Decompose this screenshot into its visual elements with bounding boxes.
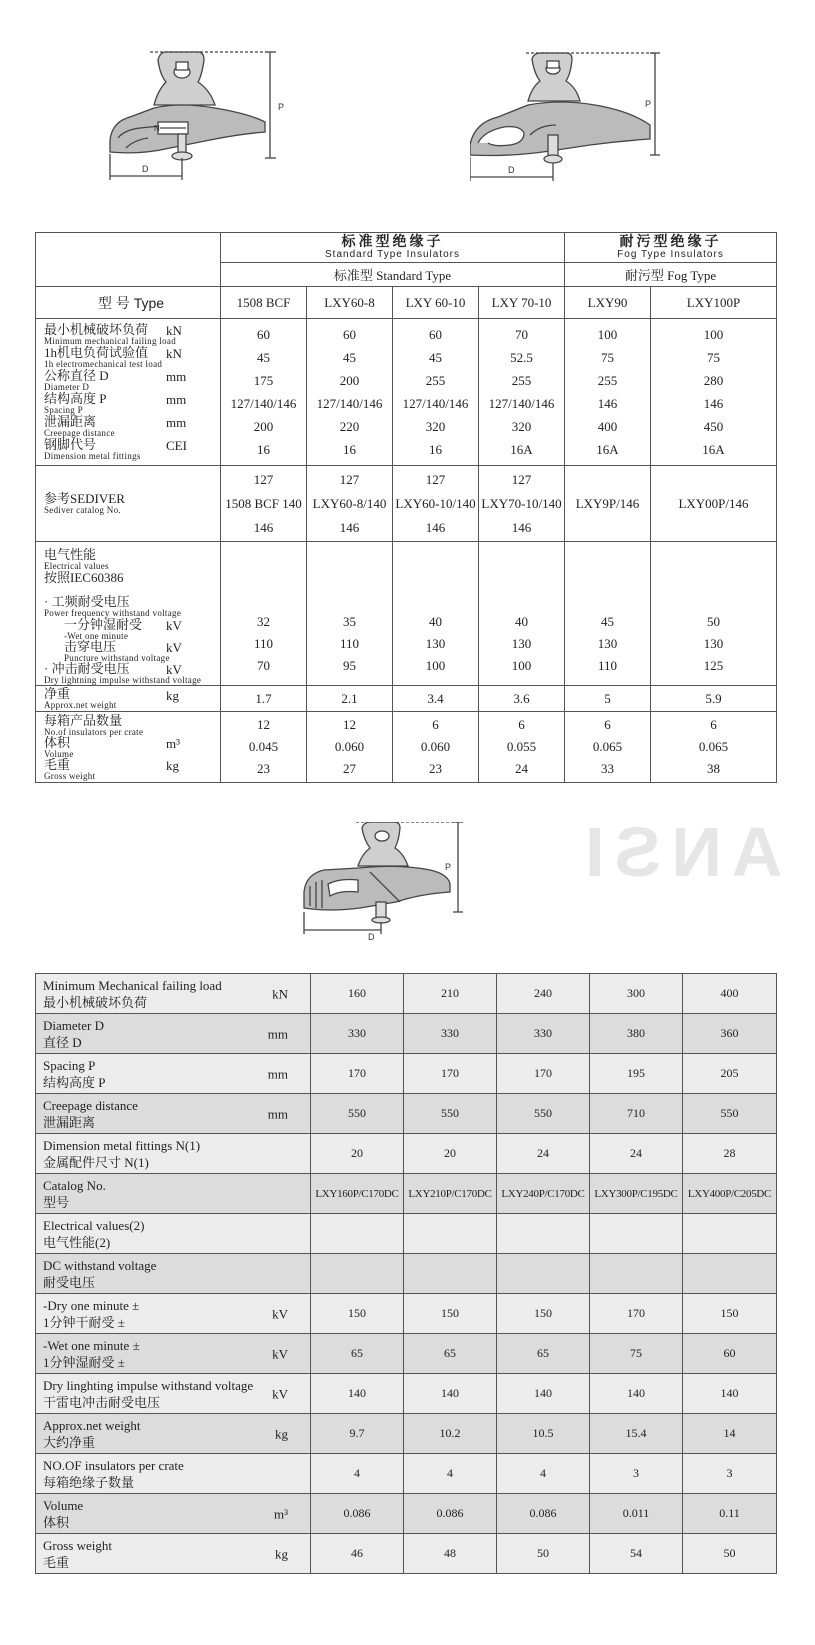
crate-value: 23	[429, 761, 442, 776]
table-row	[36, 1254, 777, 1294]
spec-value: 16	[429, 442, 442, 457]
crate-rows	[36, 712, 777, 783]
value-cell: 550	[404, 1094, 497, 1134]
spec-value: 220	[339, 419, 360, 434]
standard-insulator-drawing	[100, 30, 300, 185]
spec-value: 175	[253, 373, 274, 388]
net-weight-cell: 2.1	[307, 686, 393, 712]
value-cell: 300	[590, 974, 683, 1014]
fog-type-subheader: 耐污型 Fog Type	[565, 263, 777, 287]
electrical-column	[651, 542, 777, 686]
value-cell: 330	[311, 1014, 404, 1054]
unit-label: mm	[267, 1026, 288, 1041]
electrical-row-label: 一分钟湿耐受 -Wet one minute kV	[64, 617, 182, 641]
type-label: 型 号 Type	[36, 287, 221, 319]
value-cell: 75	[590, 1334, 683, 1374]
value-cell: 195	[590, 1054, 683, 1094]
table-row	[36, 1494, 777, 1534]
value-cell: 550	[683, 1094, 777, 1134]
value-cell: 20	[404, 1134, 497, 1174]
electrical-value: 100	[425, 658, 446, 673]
unit-label: kN	[272, 986, 288, 1001]
spec-value: 146	[597, 396, 618, 411]
net-weight-row	[36, 686, 777, 712]
spec-value: 255	[425, 373, 446, 388]
spec-row-label: 公称直径 D Diameter D mm	[44, 368, 187, 392]
value-cell: 4	[311, 1454, 404, 1494]
value-cell: 24	[497, 1134, 590, 1174]
watermark: ANSI	[575, 813, 783, 891]
table-row	[36, 1334, 777, 1374]
spec-value: 60	[257, 327, 270, 342]
value-cell: 3	[683, 1454, 777, 1494]
dimension-d-label: D	[368, 932, 375, 942]
value-cell: 15.4	[590, 1414, 683, 1454]
value-cell: 240	[497, 974, 590, 1014]
value-cell: 10.2	[404, 1414, 497, 1454]
crate-column	[479, 712, 565, 783]
dimension-d-label: D	[142, 164, 149, 174]
value-cell: 400	[683, 974, 777, 1014]
table-row	[36, 1374, 777, 1414]
value-cell: 140	[590, 1374, 683, 1414]
unit-label: kV	[272, 1306, 288, 1321]
net-weight-cell: 3.6	[479, 686, 565, 712]
spec-value: 255	[597, 373, 618, 388]
crate-value: 33	[601, 761, 614, 776]
value-cell: 160	[311, 974, 404, 1014]
row-label: -Dry one minute ± 1分钟干耐受 ± kV	[36, 1294, 311, 1334]
crate-value: 24	[515, 761, 528, 776]
fog-insulator-drawing	[470, 45, 695, 185]
crate-column	[221, 712, 307, 783]
spec-value: 45	[343, 350, 356, 365]
spec-value: 127/140/146	[230, 396, 297, 411]
crate-value: 38	[707, 761, 720, 776]
dimension-p-label: P	[278, 102, 285, 112]
electrical-value: 130	[703, 636, 724, 651]
electrical-column	[393, 542, 479, 686]
value-cell: 170	[497, 1054, 590, 1094]
value-cell: 54	[590, 1534, 683, 1574]
model-cell: LXY 70-10	[479, 287, 565, 319]
sediver-cell: 127 LXY60-8/140 146	[307, 466, 393, 542]
standard-type-subheader: 标准型 Standard Type	[221, 263, 565, 287]
standard-type-header: 标准型绝缘子 Standard Type Insulators	[221, 233, 565, 263]
electrical-value: 110	[597, 658, 618, 673]
spec-column	[393, 319, 479, 466]
spec-column	[651, 319, 777, 466]
unit-label: mm	[267, 1106, 288, 1121]
unit-label: mm	[267, 1066, 288, 1081]
crate-value: 6	[710, 717, 717, 732]
value-cell: 380	[590, 1014, 683, 1054]
dimension-n-label: N	[154, 124, 160, 133]
electrical-column	[565, 542, 651, 686]
value-cell: LXY240P/C170DC	[497, 1174, 590, 1214]
electrical-value: 40	[429, 614, 442, 629]
spec-rows	[36, 319, 777, 466]
spec-column	[479, 319, 565, 466]
unit-label: kV	[272, 1386, 288, 1401]
crate-value: 23	[257, 761, 270, 776]
value-cell: 330	[497, 1014, 590, 1054]
value-cell: 4	[497, 1454, 590, 1494]
value-cell: 20	[311, 1134, 404, 1174]
crate-value: 12	[343, 717, 356, 732]
row-label: Diameter D 直径 D mm	[36, 1014, 311, 1054]
table-row	[36, 1534, 777, 1574]
value-cell: 140	[683, 1374, 777, 1414]
electrical-value: 32	[257, 614, 270, 629]
sediver-row	[36, 466, 777, 542]
value-cell: 0.086	[404, 1494, 497, 1534]
crate-labels	[36, 712, 221, 783]
value-cell	[404, 1254, 497, 1294]
electrical-label: 电气性能 Electrical values 按照IEC60386 · 工频耐受电压 Power frequency withstand voltage 一分钟湿耐受 -Wet one minute kV 击穿电压 Puncture withstand voltage kV · 冲击耐受电压 Dry lightning impulse withstand voltage kV	[36, 542, 221, 686]
electrical-value: 110	[339, 636, 360, 651]
value-cell: 24	[590, 1134, 683, 1174]
crate-value: 0.065	[698, 739, 729, 754]
value-cell	[311, 1214, 404, 1254]
electrical-column	[479, 542, 565, 686]
spec-value: 52.5	[510, 350, 533, 365]
value-cell: 0.11	[683, 1494, 777, 1534]
spec-row-label: 最小机械破坏负荷 Minimum mechanical failing load kN	[44, 322, 182, 346]
net-weight-cell: 3.4	[393, 686, 479, 712]
value-cell: 10.5	[497, 1414, 590, 1454]
value-cell: 65	[311, 1334, 404, 1374]
sediver-cell: LXY9P/146	[565, 466, 651, 542]
spec-value: 45	[429, 350, 442, 365]
electrical-value: 130	[425, 636, 446, 651]
row-label: Gross weight 毛重 kg	[36, 1534, 311, 1574]
value-cell: 170	[590, 1294, 683, 1334]
crate-row-label: 体积 Volume m³	[44, 735, 181, 759]
spec-value: 280	[703, 373, 724, 388]
value-cell: 14	[683, 1414, 777, 1454]
spec-value: 127/140/146	[402, 396, 469, 411]
spec-value: 127/140/146	[488, 396, 555, 411]
value-cell: 60	[683, 1334, 777, 1374]
electrical-value: 70	[257, 658, 270, 673]
spec-row-label: 钢脚代号 Dimension metal fittings CEI	[44, 437, 187, 461]
spec-column	[307, 319, 393, 466]
value-cell	[590, 1254, 683, 1294]
spec-value: 320	[511, 419, 532, 434]
crate-value: 6	[518, 717, 525, 732]
value-cell: 50	[683, 1534, 777, 1574]
table-row	[36, 974, 777, 1014]
crate-column	[307, 712, 393, 783]
spec-value: 16A	[702, 442, 725, 457]
electrical-value: 125	[703, 658, 724, 673]
electrical-value: 35	[343, 614, 356, 629]
value-cell	[590, 1214, 683, 1254]
ansi-insulator-table	[35, 973, 777, 1574]
spec-value: 200	[253, 419, 274, 434]
table-row	[36, 1054, 777, 1094]
crate-value: 0.060	[334, 739, 365, 754]
value-cell: 4	[404, 1454, 497, 1494]
value-cell: 0.011	[590, 1494, 683, 1534]
spec-column	[221, 319, 307, 466]
spec-row-label: 泄漏距离 Creepage distance mm	[44, 414, 187, 438]
row-label: Electrical values(2) 电气性能(2)	[36, 1214, 311, 1254]
value-cell	[404, 1214, 497, 1254]
net-weight-cell: 5.9	[651, 686, 777, 712]
value-cell: 170	[311, 1054, 404, 1094]
spec-value: 16A	[510, 442, 533, 457]
sediver-cell: 127 1508 BCF 140 146	[221, 466, 307, 542]
model-cell: LXY100P	[651, 287, 777, 319]
row-label: -Wet one minute ± 1分钟湿耐受 ± kV	[36, 1334, 311, 1374]
model-cell: LXY90	[565, 287, 651, 319]
value-cell: 150	[683, 1294, 777, 1334]
table-row	[36, 1454, 777, 1494]
row-label: Spacing P 结构高度 P mm	[36, 1054, 311, 1094]
electrical-value: 50	[707, 614, 720, 629]
spec-value: 16A	[596, 442, 619, 457]
spec-value: 16	[257, 442, 270, 457]
spec-labels	[36, 319, 221, 466]
sediver-cell: 127 LXY60-10/140 146	[393, 466, 479, 542]
spec-value: 200	[339, 373, 360, 388]
spec-value: 70	[515, 327, 528, 342]
electrical-value: 110	[253, 636, 274, 651]
row-label: Minimum Mechanical failing load 最小机械破坏负荷 kN	[36, 974, 311, 1014]
crate-value: 27	[343, 761, 356, 776]
table-row	[36, 1094, 777, 1134]
value-cell: 150	[311, 1294, 404, 1334]
value-cell: 3	[590, 1454, 683, 1494]
crate-value: 6	[432, 717, 439, 732]
net-weight-cell: 1.7	[221, 686, 307, 712]
standard-fog-insulator-table	[35, 232, 777, 783]
crate-value: 0.055	[506, 739, 537, 754]
crate-value: 0.060	[420, 739, 451, 754]
crate-value: 0.065	[592, 739, 623, 754]
value-cell	[497, 1214, 590, 1254]
electrical-column	[221, 542, 307, 686]
value-cell	[683, 1254, 777, 1294]
value-cell: 140	[404, 1374, 497, 1414]
value-cell: 205	[683, 1054, 777, 1094]
row-label: DC withstand voltage 耐受电压	[36, 1254, 311, 1294]
dimension-p-label: P	[645, 99, 652, 109]
crate-value: 12	[257, 717, 270, 732]
value-cell	[311, 1254, 404, 1294]
crate-row-label: 每箱产品数量 No.of insulators per crate	[44, 713, 144, 737]
value-cell: 550	[497, 1094, 590, 1134]
value-cell: 170	[404, 1054, 497, 1094]
electrical-row-label: 击穿电压 Puncture withstand voltage kV	[64, 639, 182, 663]
spec-value: 60	[343, 327, 356, 342]
table-row	[36, 1134, 777, 1174]
value-cell	[683, 1214, 777, 1254]
spec-value: 100	[597, 327, 618, 342]
spec-column	[565, 319, 651, 466]
spec-value: 100	[703, 327, 724, 342]
value-cell: 150	[404, 1294, 497, 1334]
model-cell: 1508 BCF	[221, 287, 307, 319]
model-cell: LXY60-8	[307, 287, 393, 319]
value-cell: LXY210P/C170DC	[404, 1174, 497, 1214]
model-cell: LXY 60-10	[393, 287, 479, 319]
value-cell: 710	[590, 1094, 683, 1134]
table-row	[36, 1214, 777, 1254]
electrical-value: 45	[601, 614, 614, 629]
value-cell: 210	[404, 974, 497, 1014]
electrical-value: 130	[597, 636, 618, 651]
dimension-d-label: D	[508, 165, 515, 175]
crate-value: 6	[604, 717, 611, 732]
crate-column	[651, 712, 777, 783]
value-cell: 140	[311, 1374, 404, 1414]
value-cell: 0.086	[497, 1494, 590, 1534]
value-cell: 46	[311, 1534, 404, 1574]
spec-row-label: 结构高度 P Spacing P mm	[44, 391, 187, 415]
value-cell: 140	[497, 1374, 590, 1414]
sediver-cell: 127 LXY70-10/140 146	[479, 466, 565, 542]
ansi-insulator-drawing	[300, 822, 500, 942]
spec-value: 60	[429, 327, 442, 342]
fog-type-header: 耐污型绝缘子 Fog Type Insulators	[565, 233, 777, 263]
value-cell: 0.086	[311, 1494, 404, 1534]
unit-label: kV	[272, 1346, 288, 1361]
electrical-row	[36, 542, 777, 686]
electrical-value: 100	[511, 658, 532, 673]
spec-row-label: 1h机电负荷试验值 1h electromechanical test load kN	[44, 345, 182, 369]
value-cell: LXY400P/C205DC	[683, 1174, 777, 1214]
row-label: Volume 体积 m³	[36, 1494, 311, 1534]
spec-value: 255	[511, 373, 532, 388]
spec-value: 45	[257, 350, 270, 365]
sediver-label: 参考SEDIVER Sediver catalog No.	[36, 466, 221, 542]
value-cell: 50	[497, 1534, 590, 1574]
spec-value: 400	[597, 419, 618, 434]
value-cell: 330	[404, 1014, 497, 1054]
value-cell: 28	[683, 1134, 777, 1174]
spec-value: 75	[707, 350, 720, 365]
row-label: Catalog No. 型号	[36, 1174, 311, 1214]
table-row	[36, 1014, 777, 1054]
type-row	[36, 287, 777, 319]
value-cell: 360	[683, 1014, 777, 1054]
value-cell: 9.7	[311, 1414, 404, 1454]
dimension-p-label: P	[445, 862, 452, 872]
spec-value: 75	[601, 350, 614, 365]
value-cell: 150	[497, 1294, 590, 1334]
sediver-cell: LXY00P/146	[651, 466, 777, 542]
spec-value: 127/140/146	[316, 396, 383, 411]
unit-label: kg	[275, 1426, 288, 1441]
unit-label: kg	[275, 1546, 288, 1561]
net-weight-cell: 5	[565, 686, 651, 712]
electrical-value: 130	[511, 636, 532, 651]
value-cell: 550	[311, 1094, 404, 1134]
value-cell	[497, 1254, 590, 1294]
spec-value: 320	[425, 419, 446, 434]
electrical-column	[307, 542, 393, 686]
value-cell: LXY300P/C195DC	[590, 1174, 683, 1214]
net-weight-label: 净重 Approx.net weight kg	[36, 686, 221, 712]
value-cell: 48	[404, 1534, 497, 1574]
electrical-value: 40	[515, 614, 528, 629]
electrical-value: 95	[343, 658, 356, 673]
table-row	[36, 1294, 777, 1334]
table-row	[36, 1414, 777, 1454]
crate-value: 0.045	[248, 739, 279, 754]
electrical-row-label: · 冲击耐受电压 Dry lightning impulse withstand voltage kV	[44, 661, 202, 685]
value-cell: 65	[404, 1334, 497, 1374]
row-label: Dry linghting impulse withstand voltage 干雷电冲击耐受电压 kV	[36, 1374, 311, 1414]
spec-value: 16	[343, 442, 356, 457]
crate-row-label: 毛重 Gross weight kg	[44, 757, 179, 781]
crate-column	[393, 712, 479, 783]
table1-corner	[36, 233, 221, 287]
value-cell: LXY160P/C170DC	[311, 1174, 404, 1214]
spec-value: 146	[703, 396, 724, 411]
row-label: NO.OF insulators per crate 每箱绝缘子数量	[36, 1454, 311, 1494]
row-label: Approx.net weight 大约净重 kg	[36, 1414, 311, 1454]
value-cell: 65	[497, 1334, 590, 1374]
row-label: Creepage distance 泄漏距离 mm	[36, 1094, 311, 1134]
row-label: Dimension metal fittings N(1) 金属配件尺寸 N(1)	[36, 1134, 311, 1174]
unit-label: m³	[273, 1506, 288, 1521]
table-row	[36, 1174, 777, 1214]
crate-column	[565, 712, 651, 783]
spec-value: 450	[703, 419, 724, 434]
